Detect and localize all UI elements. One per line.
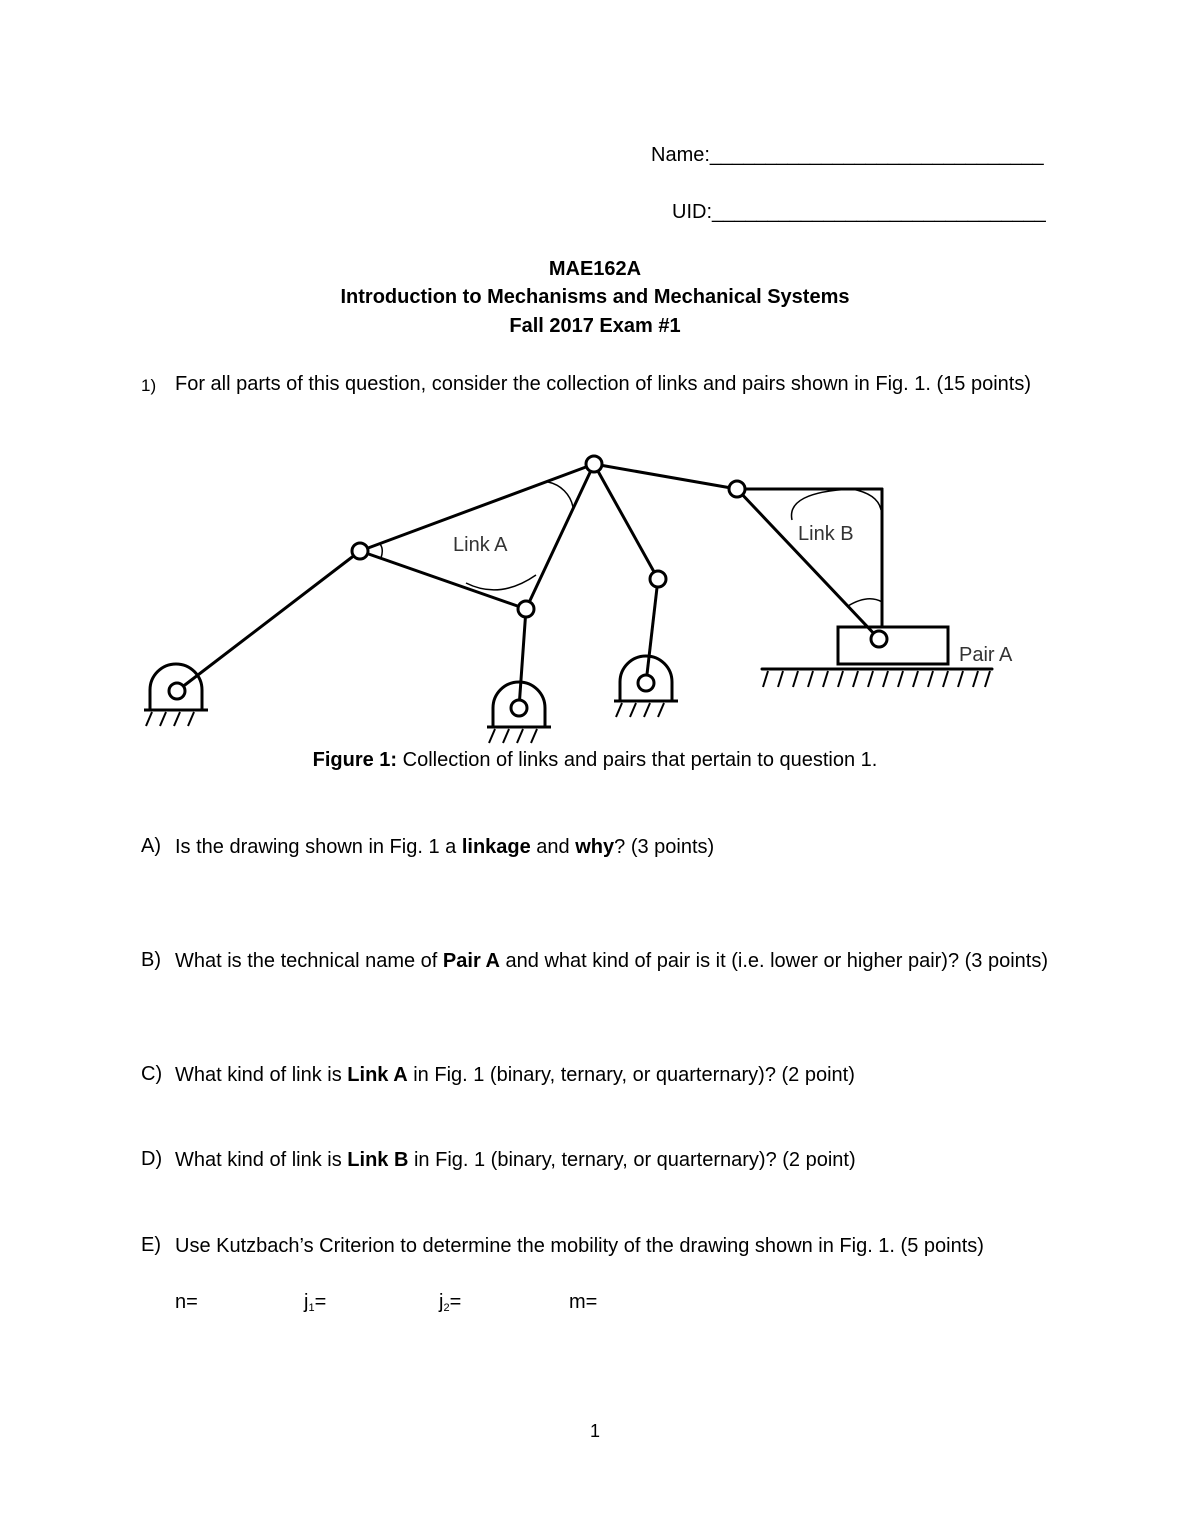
revolute-joints	[169, 456, 887, 716]
part-b-text: What is the technical name of Pair A and what kind of pair is it (i.e. lower or higher pair)? (3 points)	[175, 950, 1049, 972]
link-a-arc-left	[380, 544, 382, 558]
keyword-link-b: Link B	[347, 1149, 409, 1171]
keyword-link-a: Link A	[347, 1064, 408, 1086]
keyword-why: why	[575, 836, 615, 858]
part-a-letter: A)	[141, 835, 161, 857]
name-blank[interactable]: ______________________________	[709, 144, 1044, 166]
figure-1	[0, 440, 1190, 750]
answer-n[interactable]: n=	[175, 1291, 198, 1313]
course-code: MAE162A	[548, 258, 642, 280]
joint-ground-middle	[511, 700, 527, 716]
figure-caption	[0, 749, 1190, 772]
keyword-pair-a: Pair A	[442, 950, 500, 972]
link-a-arc-bottom	[466, 575, 536, 590]
coupler-link-right	[594, 464, 658, 579]
slider-block	[838, 627, 948, 664]
joint-ground-right	[638, 675, 654, 691]
joint-link-b	[729, 481, 745, 497]
part-e-text: Use Kutzbach’s Criterion to determine the mobility of the drawing shown in Fig. 1. (5 points)	[175, 1235, 984, 1257]
link-b-diagonal-edge	[737, 489, 879, 639]
answer-m[interactable]: m=	[569, 1291, 598, 1313]
link-b-arc-bottom	[848, 599, 882, 606]
uid-field[interactable]	[672, 201, 1046, 224]
slider-ground-hatch	[763, 671, 990, 687]
part-c-text: What kind of link is Link A in Fig. 1 (binary, ternary, or quarternary)? (2 point)	[175, 1064, 855, 1086]
part-e-letter: E)	[141, 1234, 161, 1256]
part-d-text: What kind of link is Link B in Fig. 1 (binary, ternary, or quarternary)? (2 point)	[175, 1149, 856, 1171]
figure-caption-text: Collection of links and pairs that pertain to question 1.	[397, 749, 878, 771]
uid-label: UID:	[672, 201, 712, 223]
top-link	[594, 464, 737, 489]
link-a-arc-top	[548, 482, 573, 507]
question-text: For all parts of this question, consider the collection of links and pairs shown in Fig. 1. (15 points)	[175, 373, 1031, 395]
part-b-letter: B)	[141, 949, 161, 971]
link-b-arc-top	[792, 489, 882, 520]
rocker-link-right	[646, 579, 658, 683]
exam-title: Fall 2017 Exam #1	[509, 315, 681, 337]
joint-ground-left	[169, 683, 185, 699]
pair-a-label: Pair A	[959, 644, 1013, 666]
question-number: 1)	[141, 376, 157, 395]
crank-link-left	[177, 551, 360, 691]
part-c-letter: C)	[141, 1063, 163, 1085]
part-a-text: Is the drawing shown in Fig. 1 a linkage and why? (3 points)	[175, 836, 715, 858]
joint-top	[586, 456, 602, 472]
joint-link-a-left	[352, 543, 368, 559]
part-d-letter: D)	[141, 1148, 163, 1170]
mechanism-diagram	[0, 440, 1190, 750]
link-a-label: Link A	[453, 534, 508, 556]
keyword-linkage: linkage	[461, 836, 531, 858]
joint-link-a-bottom	[518, 601, 534, 617]
course-name: Introduction to Mechanisms and Mechanical Systems	[340, 286, 850, 308]
answer-j2[interactable]: $j_2=$	[439, 1291, 462, 1314]
page-number: 1	[589, 1421, 600, 1441]
name-field[interactable]	[651, 144, 1044, 167]
figure-caption-label: Figure 1:	[312, 749, 398, 771]
link-b-label: Link B	[798, 523, 854, 545]
rocker-link-middle	[519, 609, 526, 708]
joint-right-rocker	[650, 571, 666, 587]
uid-blank[interactable]: ______________________________	[712, 201, 1046, 223]
joint-slider	[871, 631, 887, 647]
name-label: Name:	[651, 144, 710, 166]
answer-j1[interactable]: $j_1=$	[304, 1291, 327, 1314]
link-a-bottom-edge	[360, 551, 526, 609]
